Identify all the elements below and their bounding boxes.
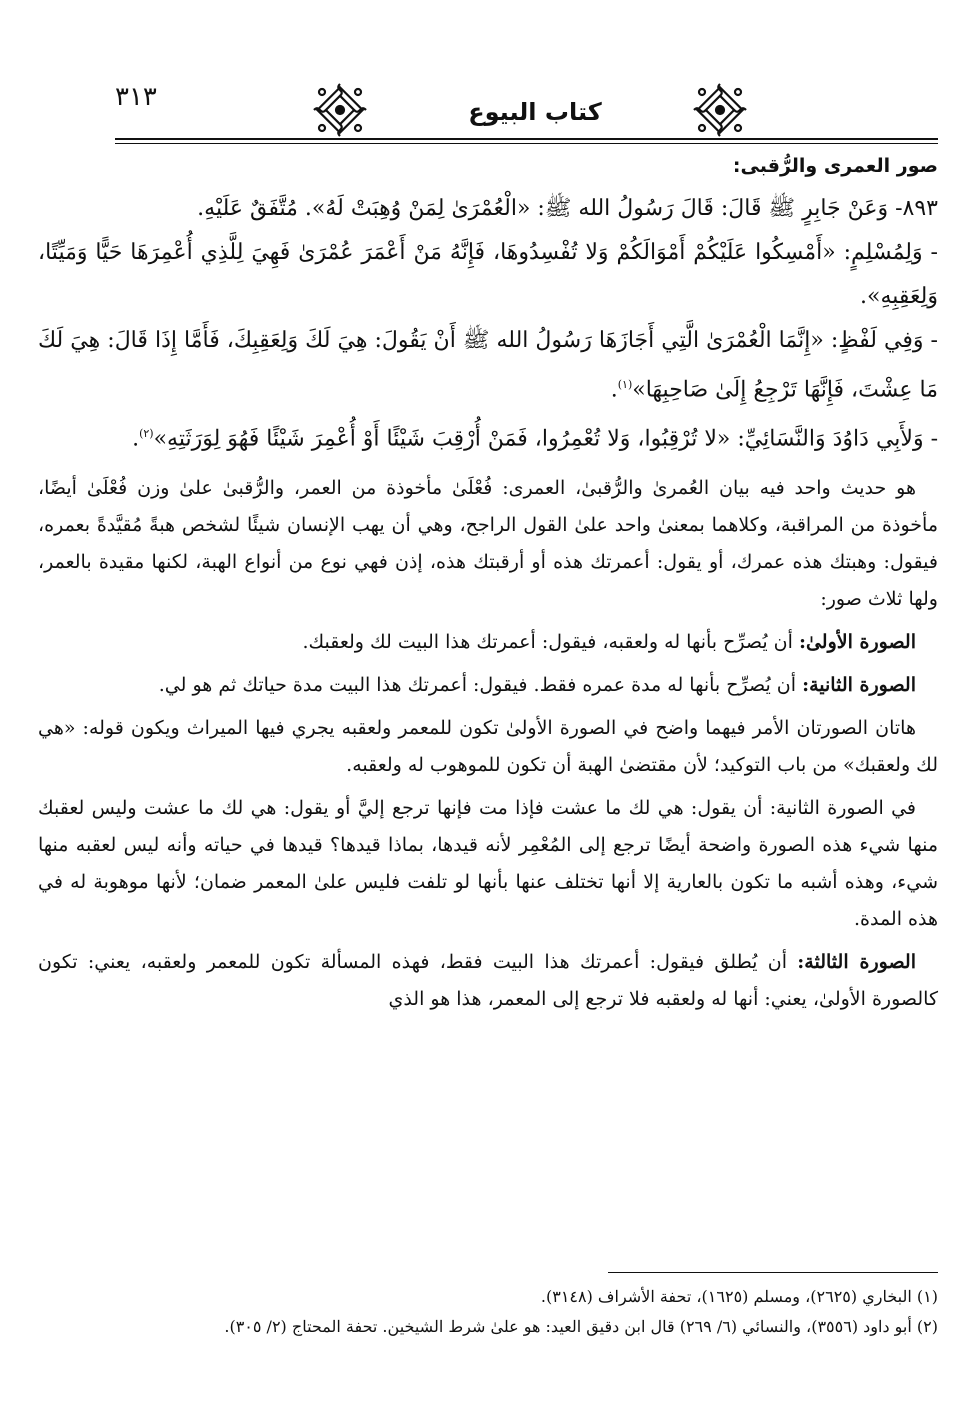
arabesque-ornament-icon (310, 80, 370, 140)
page-header (115, 80, 938, 150)
hadith-line-text: - وَلأَبِي دَاوُدَ وَالنَّسَائِيِّ: «لا تُرْقِبُوا، وَلا تُعْمِرُوا، فَمَنْ أُرْقِبَ شَيْئًا أَوْ أُعْمِرَ شَيْئًا فَهُوَ لِوَرَثَتِهِ» (153, 426, 938, 452)
commentary-paragraph (38, 624, 938, 661)
hadith-line: - وَلِمُسْلِمٍ: «أَمْسِكُوا عَلَيْكُمْ أَمْوَالَكُمْ وَلا تُفْسِدُوهَا، فَإِنَّهُ مَنْ أَعْمَرَ عُمْرَىٰ فَهِيَ لِلَّذِي أُعْمِرَهَا حَيًّا وَمَيِّتًا، وَلِعَقِبِهِ». (38, 240, 938, 309)
paragraph-lead: الصورة الأولىٰ: (798, 630, 916, 653)
hadith-text (38, 187, 938, 462)
hadith-line-text: - وَفِي لَفْظٍ: «إِنَّمَا الْعُمْرَىٰ الَّتِي أَجَازَهَا رَسُولُ الله ﷺ أَنْ يَقُولَ: هِيَ لَكَ وَلِعَقِبِكَ، فَأَمَّا إِذَا قَالَ: هِيَ لَكَ مَا عِشْتَ، فَإِنَّهَا تَرْجِعُ إِلَىٰ صَاحِبِهَا» (38, 328, 938, 403)
paragraph-text: أن يُصرِّح بأنها له ولعقبه، فيقول: أعمرتك هذا البيت لك ولعقبك. (302, 630, 799, 653)
footnotes (38, 1282, 938, 1342)
commentary-paragraph (38, 944, 938, 1018)
hadith-line: - وَفِي لَفْظٍ: «إِنَّمَا الْعُمْرَىٰ الَّتِي أَجَازَهَا رَسُولُ الله ﷺ أَنْ يَقُولَ: هِيَ لَكَ وَلِعَقِبِكَ، فَأَمَّا إِذَا قَالَ: هِيَ لَكَ مَا عِشْتَ، فَإِنَّهَا تَرْجِعُ إِلَىٰ صَاحِبِهَا»$^{(١)}$. (38, 328, 938, 403)
commentary-paragraph: هو حديث واحد فيه بيان العُمرىٰ والرُّقبىٰ، العمرى: فُعْلَىٰ مأخوذة من العمر، والرُّقبىٰ علىٰ وزن فُعْلَىٰ أيضًا، مأخوذة من المراقبة، وكلاهما بمعنىٰ واحد علىٰ القول الراجح، وهي أن يهب الإنسان شيئًا لشخص هبةً مُقيَّدةً بعمره، فيقول: وهبتك هذه عمرك، أو يقول: أعمرتك هذه أو أرقبتك هذه، إذن فهي نوع من أنواع الهبة، لكنها مقيدة بالعمر، ولها ثلاث صور: (38, 476, 938, 610)
paragraph-lead: الصورة الثانية: (802, 673, 916, 696)
paragraph-text: أن يُصرِّح بأنها له مدة عمره فقط. فيقول: أعمرتك هذا البيت مدة حياتك ثم هو لي. (158, 673, 803, 696)
footnote-ref: (١) (617, 378, 633, 391)
header-rule (115, 138, 938, 140)
footnote-divider (608, 1272, 938, 1273)
book-title: كتاب البيوع (468, 98, 602, 126)
paragraph-lead: الصورة الثالثة: (797, 950, 916, 973)
commentary-paragraph (38, 667, 938, 704)
hadith-line: ٨٩٣- وَعَنْ جَابِرٍ ﷺ قَالَ: قَالَ رَسُولُ الله ﷺ: «الْعُمْرَىٰ لِمَنْ وُهِبَتْ لَهُ». مُتَّفَقٌ عَلَيْهِ. (197, 196, 938, 221)
header-rule-thin (115, 143, 938, 144)
footnote: (٢) أبو داود (٣٥٥٦)، والنسائي (٦/ ٢٦٩) قال ابن دقيق العيد: هو علىٰ شرط الشيخين. تحفة المحتاج (٢/ ٣٠٥). (224, 1317, 938, 1336)
section-title: صور العمرى والرُّقبى: (732, 155, 938, 177)
arabesque-ornament-icon (690, 80, 750, 140)
commentary-paragraph: في الصورة الثانية: أن يقول: هي لك ما عشت فإذا مت فإنها ترجع إليَّ أو يقول: هي لك ما عشت وليس لعقبك منها شيء هذه الصورة واضحة أيضًا ترجع إلى المُعْمِر لأنه قيدها، بماذا قيدها؟ قيدها في حياته وأنه ليس لعقبه منها شيء، وهذه أشبه ما تكون بالعارية إلا أنها تختلف عنها بأنها لو تلفت فليس علىٰ المعمر ضمان؛ لأنها موهوبة له في هذه المدة. (38, 796, 938, 930)
footnote-ref: (٢) (139, 427, 154, 441)
page-number: ٣١٣ (115, 82, 157, 112)
page-content (38, 155, 938, 1024)
hadith-line: - وَلأَبِي دَاوُدَ وَالنَّسَائِيِّ: «لا تُرْقِبُوا، وَلا تُعْمِرُوا، فَمَنْ أُرْقِبَ شَيْئًا أَوْ أُعْمِرَ شَيْئًا فَهُوَ لِوَرَثَتِهِ»$^{(٢)}$. (132, 426, 938, 452)
paragraph-text: أن يُطلق فيقول: أعمرتك هذا البيت فقط، فهذه المسألة تكون للمعمر ولعقبه، يعني: تكون كالصورة الأولىٰ، يعني: أنها له ولعقبه فلا ترجع إلى المعمر، هذا هو الذي (38, 950, 938, 1010)
commentary (38, 470, 938, 1018)
commentary-paragraph: هاتان الصورتان الأمر فيهما واضح في الصورة الأولىٰ تكون للمعمر ولعقبه يجري فيها الميراث ويكون قوله: «هي لك ولعقبك» من باب التوكيد؛ لأن مقتضىٰ الهبة أن تكون للموهوب له ولعقبه. (38, 716, 938, 776)
footnote: (١) البخاري (٢٦٢٥)، ومسلم (١٦٢٥)، تحفة الأشراف (٣١٤٨). (540, 1287, 938, 1306)
